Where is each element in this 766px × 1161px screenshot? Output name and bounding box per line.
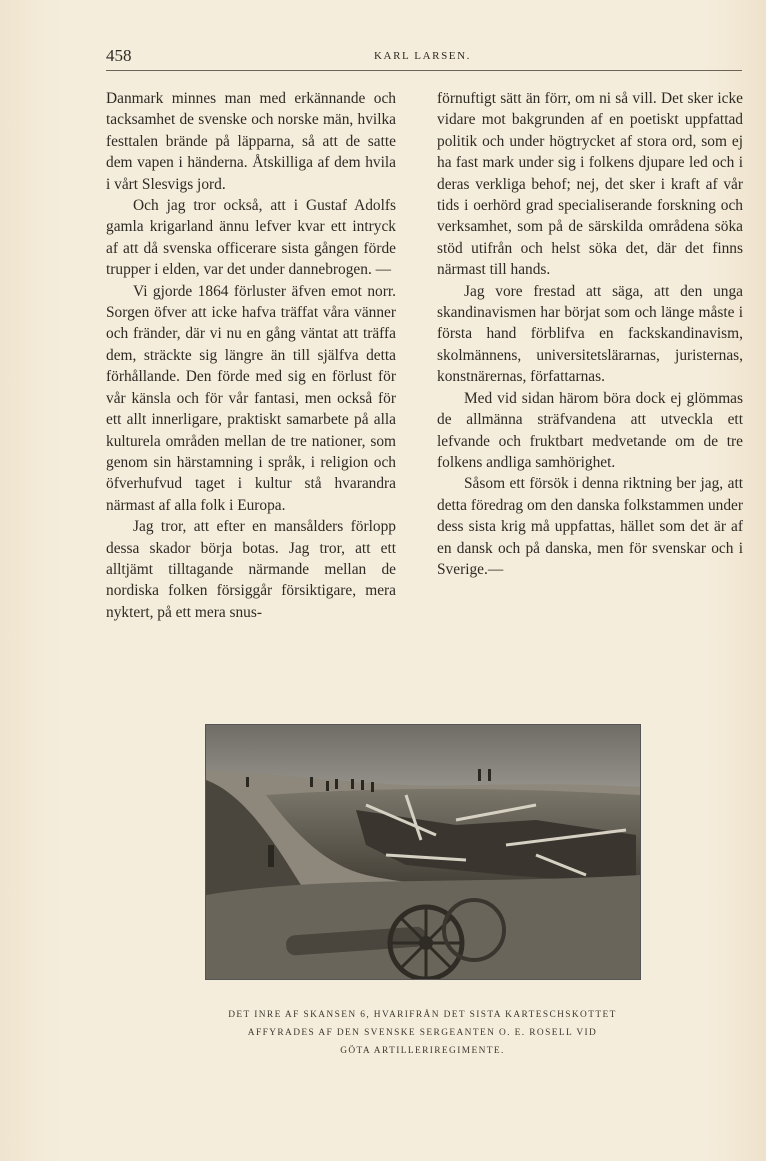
left-column	[106, 88, 396, 623]
foreground-ground	[206, 875, 640, 979]
paragraph: Och jag tror också, att i Gustaf Adolfs gamla krigarland ännu lefver kvar ett intryck af att då svenska officerare sista gången förde trupper i elden, var det under dannebrogen. —	[106, 197, 396, 279]
page-number: 458	[106, 46, 132, 65]
paragraph: Jag vore frestad att säga, att den unga skandinavismen har börjat som och länge måste i första hand förblifva en fackskandinavism, skolmännens, universitetslärarnas, juristernas, konstnärernas, författarnas.	[437, 282, 743, 386]
caption-line: GÖTA ARTILLERIREGIMENTE.	[340, 1046, 505, 1056]
header-rule	[106, 70, 742, 71]
caption-line: AFFYRADES AF DEN SVENSKE SERGEANTEN O. E. ROSELL VID	[247, 1028, 598, 1038]
caption-line: DET INRE AF SKANSEN 6, HVARIFRÅN DET SISTA KARTESCHSKOTTET	[228, 1010, 617, 1020]
page-header	[106, 46, 742, 68]
figure-caption	[170, 1006, 675, 1060]
paragraph: Jag tror, att efter en mansålders förlopp dessa skador börja botas. Jag tror, att ett alltjämt tilltagande närmande mellan de nordiska folken försiggår försiktigare, mera nyktert, på ett mera snus-	[106, 518, 396, 621]
paragraph: Med vid sidan härom böra dock ej glömmas de allmänna sträfvandena att utveckla ett lefvande och fruktbart medvetande om de tre folkens andliga samhörighet.	[437, 389, 743, 471]
photograph-fortification	[205, 724, 641, 980]
paragraph: Såsom ett försök i denna riktning ber jag, att detta föredrag om den danska folkstammen under dess sista krig må uppfattas, hället som det är af en dansk och på danska, men för svenskar och i Sverige.—	[437, 475, 743, 578]
paragraph: förnuftigt sätt än förr, om ni så vill. Det sker icke vidare mot bakgrunden af en poetiskt uppfattad politik och under högtrycket af stora ord, som ej ha fast mark under sig i folkens djupare led och i deras verkliga behof; nej, det sker i kraft af vår tids i oerhörd grad specialiserande forskning och verksamhet, som på de särskilda områdena söka stöd utifrån och helst söka det, där det finns närmast till hands.	[437, 90, 743, 279]
right-column	[437, 88, 743, 580]
paragraph: Vi gjorde 1864 förluster äfven emot norr. Sorgen öfver att icke hafva träffat våra vänner och fränder, där vi nu en gång väntat att träffa dem, sträckte sig längre än till själfva detta förhållande. Den förde med sig en förlust för vår känsla och för vår fantasi, men också för ett allt innerligare, praktiskt samarbete på alla kulturela områden mellan de tre nationer, som genom sin härstamning i språk, i religion och öfverhufvud taget i kultur stå hvarandra närmast af alla folk i Europa.	[106, 282, 396, 514]
paragraph: Danmark minnes man med erkännande och tacksamhet de svenske och norske män, hvilka festtalen brände på läpparna, så att de satte dem vapen i händerna. Åtskilliga af dem hvila i vårt Slesvigs jord.	[106, 90, 396, 193]
photo-illustration	[206, 725, 640, 979]
running-head: KARL LARSEN.	[374, 50, 472, 62]
